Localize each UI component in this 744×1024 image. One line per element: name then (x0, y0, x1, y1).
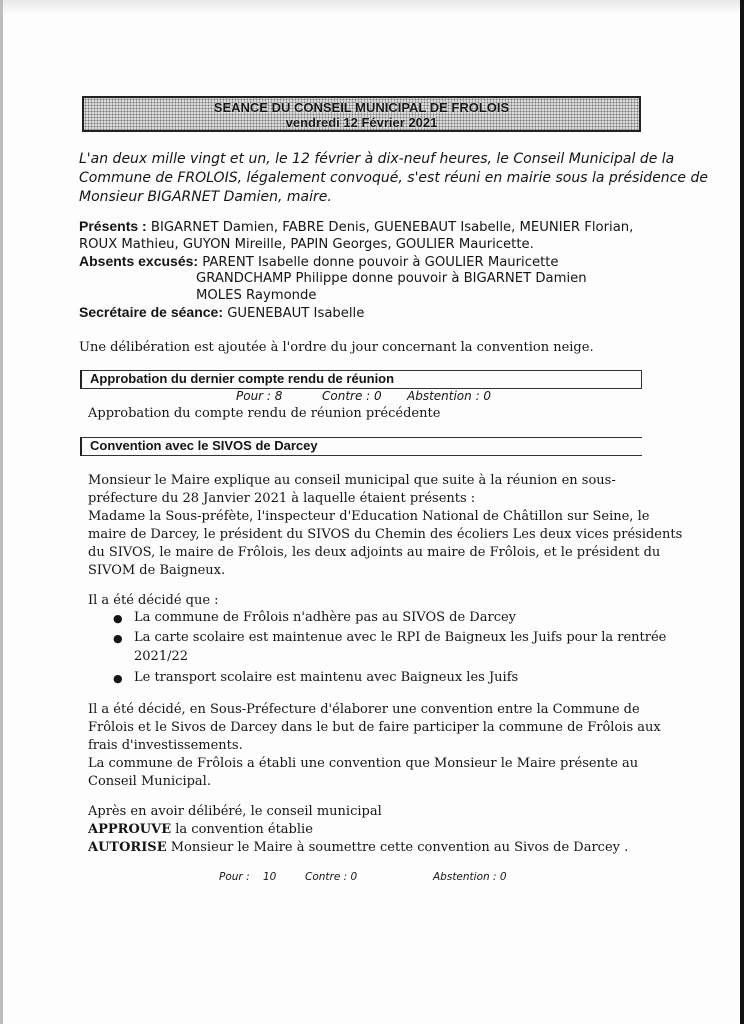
decided-intro: Il a été décidé que : (88, 593, 219, 608)
bullet-icon: ● (113, 612, 123, 625)
intro-line: Commune de FROLOIS, légalement convoqué, s'est réuni en mairie sous la présidence de (79, 170, 708, 186)
agenda-note: Une délibération est ajoutée à l'ordre du jour concernant la convention neige. (79, 340, 594, 355)
convention-paragraph-1 (88, 472, 682, 580)
meeting-date: vendredi 12 Février 2021 (285, 115, 438, 130)
approval-text: Approbation du compte rendu de réunion précédente (88, 406, 441, 421)
paragraph-line: Il a été décidé, en Sous-Préfecture d'élaborer une convention entre la Commune de (88, 702, 640, 717)
bullet-icon: ● (113, 632, 123, 645)
meeting-header (82, 96, 641, 132)
intro-paragraph (79, 150, 708, 207)
section-title-approval: Approbation du dernier compte rendu de réunion (80, 370, 642, 389)
authorize-label: AUTORISE (88, 840, 167, 855)
approve-label: APPROUVE (88, 822, 172, 837)
paragraph-line: Conseil Municipal. (88, 774, 211, 789)
convention-paragraph-2 (88, 701, 661, 791)
intro-line: L'an deux mille vingt et un, le 12 février à dix-neuf heures, le Conseil Municipal de la (79, 151, 675, 167)
paragraph-line: maire de Darcey, le président du SIVOS du Chemin des écoliers Les deux vices présidents (88, 527, 683, 542)
vote-abstention: Abstention : 0 (407, 389, 492, 403)
absents-label: Absents excusés: (79, 253, 199, 269)
authorize-line (88, 839, 628, 857)
secretary-name: GUENEBAUT Isabelle (227, 306, 365, 321)
vote-contre: Contre : 0 (322, 389, 382, 403)
paragraph-line: Monsieur le Maire explique au conseil municipal que suite à la réunion en sous- (88, 473, 616, 488)
paragraph-line: Frôlois et le Sivos de Darcey dans le but de faire participer la commune de Frôlois aux (88, 720, 661, 735)
absent-entry: PARENT Isabelle donne pouvoir à GOULIER Mauricette (202, 255, 559, 270)
decision-item: La commune de Frôlois n'adhère pas au SIVOS de Darcey (134, 610, 517, 625)
vote-abstention: Abstention : 0 (433, 871, 507, 883)
approve-text: la convention établie (175, 822, 313, 837)
bullet-icon: ● (113, 672, 123, 685)
paragraph-line: Madame la Sous-préfète, l'inspecteur d'Education National de Châtillon sur Seine, le (88, 509, 650, 524)
vote-pour: Pour : 8 (236, 389, 283, 403)
vote-pour-label: Pour : (219, 871, 250, 883)
presents-line-1 (79, 218, 633, 236)
presents-names: BIGARNET Damien, FABRE Denis, GUENEBAUT Isabelle, MEUNIER Florian, (150, 220, 634, 235)
vote-contre: Contre : 0 (305, 871, 358, 883)
deliberation-line: Après en avoir délibéré, le conseil municipal (88, 804, 382, 819)
scan-edge-right (740, 0, 744, 1024)
decision-item-continuation: 2021/22 (134, 649, 189, 664)
paragraph-line: du SIVOS, le maire de Frôlois, les deux adjoints au maire de Frôlois, et le président du (88, 545, 661, 560)
absent-entry: MOLES Raymonde (196, 288, 317, 303)
decision-item: Le transport scolaire est maintenu avec Baigneux les Juifs (134, 670, 519, 685)
presents-line-2: ROUX Mathieu, GUYON Mireille, PAPIN Georges, GOULIER Mauricette. (79, 237, 534, 252)
absent-entry: GRANDCHAMP Philippe donne pouvoir à BIGARNET Damien (196, 271, 587, 286)
intro-line: Monsieur BIGARNET Damien, maire. (79, 189, 332, 205)
approve-line (88, 821, 313, 839)
absents-line-1 (79, 253, 559, 271)
secretary-line (79, 304, 364, 322)
paragraph-line: préfecture du 28 Janvier 2021 à laquelle étaient présents : (88, 491, 476, 506)
scan-edge-left (0, 0, 3, 1024)
meeting-title: SEANCE DU CONSEIL MUNICIPAL DE FROLOIS (213, 100, 510, 115)
vote-pour-value: 10 (263, 871, 277, 883)
paragraph-line: SIVOM de Baigneux. (88, 563, 226, 578)
paragraph-line: frais d'investissements. (88, 738, 243, 753)
scan-edge-top (0, 0, 744, 14)
authorize-text: Monsieur le Maire à soumettre cette convention au Sivos de Darcey . (170, 840, 629, 855)
secretary-label: Secrétaire de séance: (79, 304, 223, 320)
section-title-convention: Convention avec le SIVOS de Darcey (80, 437, 642, 456)
paragraph-line: La commune de Frôlois a établi une convention que Monsieur le Maire présente au (88, 756, 639, 771)
presents-label: Présents : (79, 218, 147, 234)
decision-item: La carte scolaire est maintenue avec le RPI de Baigneux les Juifs pour la rentrée (134, 630, 667, 645)
